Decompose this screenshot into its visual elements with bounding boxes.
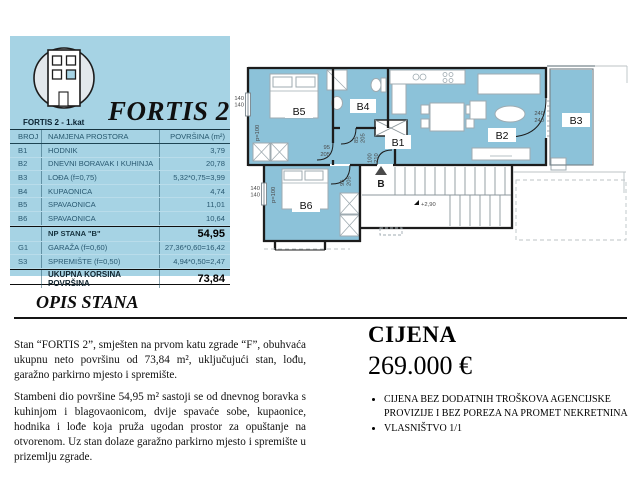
cell-povrsina: 20,78 <box>205 159 225 169</box>
price-block <box>368 322 630 438</box>
col-namjena: NAMJENA PROSTORA <box>42 130 160 143</box>
dim-205: 205 <box>360 133 367 143</box>
cell-namjena: KUPAONICA <box>42 185 160 198</box>
room-label-b4: B4 <box>356 101 370 113</box>
room-label-b6: B6 <box>299 200 313 212</box>
dim-205: 205 <box>320 152 330 158</box>
dim-140: 140 <box>234 96 244 102</box>
price-condition-item: • VLASNIŠTVO 1/1 <box>384 422 630 436</box>
price-heading: CIJENA <box>368 322 457 347</box>
table-row <box>10 198 230 212</box>
description-paragraph: Stan “FORTIS 2”, smješten na prvom katu zgrade “F”, obuhvaća ukupnu neto površinu od 73,84 m², uključujući stan, lođu, garažno parkirno mjesto i spremište. <box>14 339 306 382</box>
price-amount: 269.000 € <box>368 351 472 380</box>
cell-namjena: LOĐA (f=0,75) <box>42 171 160 184</box>
divider-rule <box>14 317 627 319</box>
room-label-b3: B3 <box>569 115 583 127</box>
room-label-b2: B2 <box>495 130 509 142</box>
dim-p100: p=100 <box>271 186 277 203</box>
dim-p100: p=100 <box>255 124 261 141</box>
cell-namjena: NP STANA "B" <box>42 227 160 241</box>
level-label: +2,90 <box>421 202 436 208</box>
dim-85: 85 <box>354 136 360 143</box>
cell-namjena: SPAVAONICA <box>42 198 160 211</box>
room-label-b1: B1 <box>391 137 405 149</box>
dim-100: 100 <box>367 153 374 163</box>
cell-broj: B1 <box>10 144 42 157</box>
cell-broj: B5 <box>10 198 42 211</box>
price-conditions <box>368 393 630 436</box>
cell-povrsina: 3,79 <box>210 145 225 155</box>
cell-broj: B4 <box>10 185 42 198</box>
dim-240: 240 <box>534 118 544 124</box>
table-total-row <box>10 269 230 286</box>
dim-205: 205 <box>346 176 353 186</box>
cell-povrsina: 5,32*0,75=3,99 <box>173 172 225 182</box>
cell-namjena: GARAŽA (f=0,60) <box>42 242 160 255</box>
cell-namjena: SPAVAONICA <box>42 212 160 225</box>
areas-table <box>10 116 230 288</box>
dim-140: 140 <box>234 102 244 109</box>
floor-plan <box>230 53 630 288</box>
cell-povrsina: 4,94*0,50=2,47 <box>173 256 225 266</box>
cell-povrsina: 73,84 <box>197 272 225 285</box>
room-label-b5: B5 <box>292 106 306 118</box>
table-row <box>10 212 230 226</box>
cell-broj: G1 <box>10 242 42 255</box>
cell-broj: B6 <box>10 212 42 225</box>
cell-namjena: HODNIK <box>42 144 160 157</box>
table-row <box>10 144 230 158</box>
cell-broj <box>10 270 42 288</box>
table-header-row <box>10 130 230 144</box>
dim-95: 95 <box>323 145 330 151</box>
cell-namjena: DNEVNI BORAVAK I KUHINJA <box>42 158 160 171</box>
dim-140: 140 <box>250 192 260 199</box>
table-title: FORTIS 2 - 1.kat <box>10 116 230 130</box>
dim-95: 95 <box>340 179 346 186</box>
cell-broj: B3 <box>10 171 42 184</box>
table-row <box>10 242 230 256</box>
brand-title: FORTIS 2 <box>108 96 230 126</box>
cell-povrsina: 54,95 <box>197 227 225 240</box>
cell-broj <box>10 227 42 241</box>
cell-povrsina: 4,74 <box>210 186 225 196</box>
table-row <box>10 185 230 199</box>
entrance-label: B <box>377 179 385 190</box>
col-povrsina: POVRŠINA (m²) <box>170 132 225 141</box>
staircase-area <box>361 166 511 227</box>
building-logo-icon <box>26 41 102 117</box>
description-paragraph: Stambeni dio površine 54,95 m² sastoji se od dnevnog boravka s kuhinjom i blagovaonicom, dvije spavaće sobe, kupaonice, hodnika i lođe koja pruža ugodan prostor za opuštanje na otvorenom. Uz stan dolaze garažno parkirno mjesto i spremište u prizemlju zgrade. <box>14 391 306 464</box>
cell-povrsina: 27,36*0,60=16,42 <box>164 243 225 253</box>
cell-povrsina: 10,64 <box>205 213 225 223</box>
dim-240: 240 <box>534 111 544 117</box>
table-row <box>10 158 230 172</box>
cell-broj: S3 <box>10 255 42 268</box>
table-subtotal-row <box>10 226 230 242</box>
dim-140: 140 <box>250 186 260 192</box>
description-heading: OPIS STANA <box>36 292 139 312</box>
dim-210: 210 <box>374 153 380 163</box>
col-broj: BROJ <box>10 130 42 143</box>
cell-povrsina: 11,01 <box>206 200 225 210</box>
table-row <box>10 255 230 269</box>
price-condition-item: • CIJENA BEZ DODATNIH TROŠKOVA AGENCIJSKE PROVIZIJE I BEZ POREZA NA PROMET NEKRETNINA <box>384 393 630 420</box>
cell-broj: B2 <box>10 158 42 171</box>
cell-namjena: UKUPNA KORSINA POVRŠINA <box>42 270 160 288</box>
table-row <box>10 171 230 185</box>
cell-namjena: SPREMIŠTE (f=0,50) <box>42 255 160 268</box>
